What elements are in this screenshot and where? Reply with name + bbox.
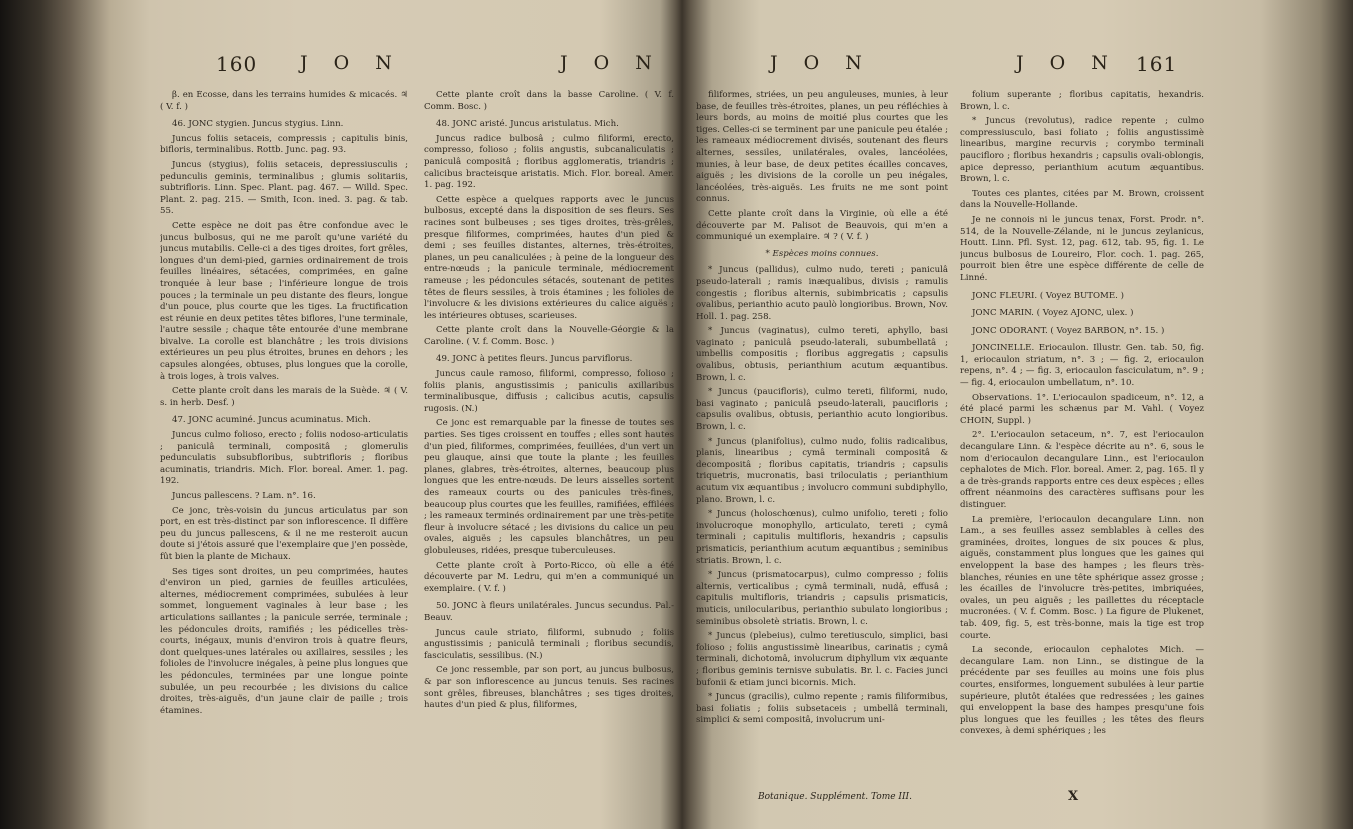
paragraph: β. en Écosse, dans les terrains humides & micacés. ♃ ( V. f. ) xyxy=(160,90,408,112)
paragraph: Ses tiges sont droites, un peu comprimées, hautes d'environ un pied, garnies de feuilles articulées, alternes, médiocrement comprimées, subulées à leur sommet, longuement vaginales à leur base ; les articulations saillantes ; la panicule serrée, terminale ; les pédoncules droits, ramifiés ; les pédicelles très-courts, inégaux, munis d'environ trois à quatre fleurs, dont quelques-unes latérales ou axillaires, sessiles ; les folioles de l'involucre inégales, à peine plus longues que les pédoncules, terminées par une longue pointe subulée, un peu recourbée ; les divisions du calice droites, très-aiguës, d'un jaune clair de paille ; trois étamines. xyxy=(160,566,408,716)
paragraph: Juncus caule striato, filiformi, subnudo ; foliis angustissimis ; paniculâ terminali ; floribus secundis, fasciculatis, sessilibus. (N.) xyxy=(424,627,674,661)
paragraph: Ce jonc est remarquable par la finesse de toutes ses parties. Ses tiges croissent en touffes ; elles sont hautes d'un pied, filiformes, comprimées, feuillées, d'un vert un peu glauque, ainsi que toute la plante ; les feuilles planes, glabres, très-étroites, alternes, beaucoup plus longues que les entre-nœuds. De leurs aisselles sortent des rameaux courts ou des panicules très-fines, beaucoup plus courtes que les feuilles, ramifiées, effilées ; les rameaux terminés ordinairement par une très-petite fleur à involucre sétacé ; les divisions du calice un peu ovales, aiguës ; les capsules blanchâtres, un peu globuleuses, ridées, presque tuberculeuses. xyxy=(424,418,674,556)
right-running-head-right: J O N xyxy=(1016,52,1118,74)
right-running-head-left: J O N xyxy=(770,52,872,74)
paragraph: Juncus pallescens. ? Lam. n°. 16. xyxy=(172,491,316,501)
paragraph: Ce jonc ressemble, par son port, au juncus bulbosus, & par son inflorescence au juncus tenuis. Ses racines sont grêles, fibreuses, blanchâtres ; ses tiges droites, hautes d'un pied & plus, filiformes, xyxy=(424,665,674,711)
paragraph: Je ne connois ni le juncus tenax, Forst. Prodr. n°. 514, de la Nouvelle-Zélande, ni le juncus zeylanicus, Houtt. Linn. Pfl. Syst. 12, pag. 612, tab. 95, fig. 1. Le juncus bulbosus de Loureiro, Flor. coch. 1. pag. 265, pourroit bien être une espèce différente de celle de Linné. xyxy=(960,214,1204,283)
right-page xyxy=(688,20,1208,810)
paragraph: Cette plante croît dans les marais de la Suède. ♃ ( V. s. in herb. Desf. ) xyxy=(160,386,408,408)
paragraph: 47. JONC acuminé. Juncus acuminatus. Mich. xyxy=(172,415,371,426)
paragraph: filiformes, striées, un peu anguleuses, munies, à leur base, de feuilles très-étroites, planes, un peu réfléchies à leurs bords, au moins de moitié plus courtes que les tiges. Celles-ci se terminent par une panicule peu étalée ; les rameaux médiocrement divisés, soutenant des fleurs alternes, sessiles, unilatérales, ovales, lancéolées, munies, à leur base, de deux petites écailles concaves, aiguës ; les divisions de la corolle un peu inégales, lancéolées, très-aiguës. Les fruits ne me sont point connus. xyxy=(696,90,948,205)
right-page-number: 161 xyxy=(1136,52,1178,76)
paragraph: Cette plante croît dans la Virginie, où elle a été découverte par M. Palisot de Beauvois, qui m'en a communiqué un exemplaire. ♃ ? ( V. f. ) xyxy=(696,208,948,243)
paragraph: La seconde, eriocaulon cephalotes Mich. — decangulare Lam. non Linn., se distingue de la précédente par ses feuilles au moins une fois plus courtes, ensiformes, longuement subulées à leur partie supérieure, plutôt étalées que redressées ; les gaines qui enveloppent la base des hampes presqu'une fois plus longues que les feuilles ; les têtes des fleurs convexes, à demi sphériques ; les xyxy=(960,645,1204,737)
left-page xyxy=(150,20,680,810)
left-running-head-right: J O N xyxy=(560,52,662,74)
paragraph: 49. JONC à petites fleurs. Juncus parviflorus. xyxy=(436,354,633,365)
left-running-head-left: J O N xyxy=(300,52,402,74)
paragraph: Juncus foliis setaceis, compressis ; capitulis binis, bifloris, terminalibus. Rottb. Junc. pag. 93. xyxy=(160,133,408,156)
paragraph: Cette espèce ne doit pas être confondue avec le juncus bulbosus, qui ne me paroît qu'une variété du juncus mutabilis. Celle-ci a des tiges droites, fort grêles, longues d'un demi-pied, garnies ordinairement de trois feuilles linéaires, sétacées, comprimées, en gaîne tronquée à leur base ; l'inférieure longue de trois pouces ; la terminale un peu distante des fleurs, longue d'un pouce, plus courte que les tiges. La fructification est réunie en deux petites têtes biflores, l'une terminale, l'autre sessile ; chaque tête entourée d'une membrane bivalve. La corolle est blanchâtre ; les trois divisions extérieures un peu plus étroites, brunes en dehors ; les capsules alongées, obtuses, plus longues que la corolle, à trois loges, à trois valves. xyxy=(160,220,408,382)
signature-mark: X xyxy=(1068,789,1079,804)
paragraph: Juncus culmo folioso, erecto ; foliis nodoso-articulatis ; paniculâ terminali, compositâ ; glomerulis pedunculatis subsubfloribus, subtrifloris ; floribus acuminatis, triandris. Mich. Flor. boreal. Amer. 1. pag. 192. xyxy=(160,430,408,487)
right-page-column-2 xyxy=(960,90,1204,786)
paragraph: * Juncus (holoschœnus), culmo unifolio, tereti ; folio involucroque monophyllo, articulato, tereti ; cymâ terminali ; capitulis multifloris, hexandris ; capsulis prismaticis, perianthium acutum æquantibus ; seminibus striatis. Brown, l. c. xyxy=(696,509,948,566)
paragraph: JONC FLEURI. ( Voyez BUTOME. ) xyxy=(972,290,1124,301)
paragraph: folium superante ; floribus capitatis, hexandris. Brown, l. c. xyxy=(960,90,1204,112)
paragraph: * Espèces moins connues. xyxy=(765,248,879,259)
left-page-column-1 xyxy=(160,90,408,810)
paragraph: JONCINELLE. Eriocaulon. Illustr. Gen. tab. 50, fig. 1, eriocaulon striatum, n°. 3 ; — fig. 2, eriocaulon repens, n°. 4 ; — fig. 3, eriocaulon fasciculatum, n°. 9 ; — fig. 4, eriocaulon umbellatum, n°. 10. xyxy=(960,343,1204,389)
paragraph: Juncus (stygius), foliis setaceis, depressiusculis ; pedunculis geminis, terminalibus ; glumis solitariis, subtrifloris. Linn. Spec. Plant. pag. 467. — Willd. Spec. Plant. 2. pag. 215. — Smith, Icon. ined. 3. pag. & tab. 55. xyxy=(160,159,408,217)
paragraph: JONC MARIN. ( Voyez AJONC, ulex. ) xyxy=(972,308,1134,319)
left-page-number: 160 xyxy=(216,52,258,76)
paragraph: * Juncus (gracilis), culmo repente ; ramis filiformibus, basi foliatis ; foliis subsetaceis ; umbellâ terminali, simplici & semi compositâ, involucrum uni- xyxy=(696,692,948,726)
left-page-header xyxy=(150,52,680,92)
paragraph: JONC ODORANT. ( Voyez BARBON, n°. 15. ) xyxy=(972,325,1165,336)
paragraph: * Juncus (paucifloris), culmo tereti, filiformi, nudo, basi vaginato ; paniculâ pseudo-laterali, paucifloris ; capsulis ovalibus, obtusis, perianthio acuto longioribus. Brown, l. c. xyxy=(696,387,948,433)
paragraph: Observations. 1°. L'eriocaulon spadiceum, n°. 12, a été placé parmi les schænus par M. Vahl. ( Voyez CHOIN, Suppl. ) xyxy=(960,392,1204,426)
paragraph: * Juncus (planifolius), culmo nudo, foliis radicalibus, planis, linearibus ; cymâ terminali compositâ & decompositâ ; floribus capitatis, triandris ; capsulis triquetris, mucronatis, basi triloculatis ; perianthium acutum vix æquantibus ; involucro communi subdiphyllo, plano. Brown, l. c. xyxy=(696,436,948,505)
paragraph: 46. JONC stygien. Juncus stygius. Linn. xyxy=(172,119,344,130)
paragraph: * Juncus (plebeius), culmo teretiusculo, simplici, basi folioso ; foliis angustissimè linearibus, carinatis ; cymâ terminali, dichotomâ, involucrum diphyllum vix æquante ; floribus geminis ternisve subulatis. Br. l. c. Facies junci bufonii & etiam junci bicornis. Mich. xyxy=(696,631,948,688)
left-page-column-2 xyxy=(424,90,674,810)
right-page-column-1 xyxy=(696,90,948,786)
page-footer: Botanique. Supplément. Tome III. xyxy=(758,792,912,802)
paragraph: Juncus caule ramoso, filiformi, compresso, folioso ; foliis planis, angustissimis ; paniculis axillaribus terminalibusque, diffusis ; calicibus acutis, capsulis rugosis. (N.) xyxy=(424,369,674,414)
paragraph: Cette espèce a quelques rapports avec le juncus bulbosus, excepté dans la disposition de ses fleurs. Ses racines sont bulbeuses ; ses tiges droites, très-grêles, presque filiformes, comprimées, hautes d'un pied & demi ; ses feuilles distantes, alternes, très-étroites, planes, un peu canaliculées ; à peine de la longueur des entre-nœuds ; la panicule terminale, médiocrement rameuse ; les pédoncules sétacés, soutenant de petites têtes de fleurs sessiles, à trois étamines ; les folioles de l'involucre & les divisions extérieures du calice aiguës ; les intérieures obtuses, scarieuses. xyxy=(424,194,674,321)
paragraph: Juncus radice bulbosâ ; culmo filiformi, erecto, compresso, folioso ; foliis angustis, subcanaliculatis ; paniculâ compositâ ; floribus agglomeratis, triandris ; calicibus bracteisque aristatis. Mich. Flor. boreal. Amer. 1. pag. 192. xyxy=(424,133,674,191)
paragraph: Cette plante croît dans la Nouvelle-Géorgie & la Caroline. ( V. f. Comm. Bosc. ) xyxy=(424,325,674,347)
paragraph: 50. JONC à fleurs unilatérales. Juncus secundus. Pal.-Beauv. xyxy=(424,601,674,623)
paragraph: Cette plante croît dans la basse Caroline. ( V. f. Comm. Bosc. ) xyxy=(424,90,674,112)
paragraph: * Juncus (prismatocarpus), culmo compresso ; foliis alternis, verticalibus ; cymâ terminali, nudâ, effusâ ; capitulis multifloris, triandris ; capsulis prismaticis, muticis, unilocularibus, perianthio subulato longioribus ; seminibus obsoletè striatis. Brown, l. c. xyxy=(696,570,948,627)
paragraph: Cette plante croît à Porto-Ricco, où elle a été découverte par M. Ledru, qui m'en a communiqué un exemplaire. ( V. f. ) xyxy=(424,560,674,594)
paragraph: 48. JONC aristé. Juncus aristulatus. Mich. xyxy=(436,119,619,130)
paragraph: * Juncus (vaginatus), culmo tereti, aphyllo, basi vaginato ; paniculâ pseudo-laterali, subumbellatâ ; umbellis compositis ; floribus aggregatis ; capsulis ovalibus, obtusis, perianthium acutum æquantibus. Brown, l. c. xyxy=(696,326,948,383)
paragraph: Ce jonc, très-voisin du juncus articulatus par son port, en est très-distinct par son inflorescence. Il diffère peu du juncus pallescens, & il ne me resteroit aucun doute si j'étois assuré que l'exemplaire que j'en possède, fût bien la plante de Michaux. xyxy=(160,505,408,562)
paragraph: 2°. L'eriocaulon setaceum, n°. 7, est l'eriocaulon decangulare Linn. & l'espèce décrite au n°. 6, sous le nom d'eriocaulon decangulare Linn., est l'eriocaulon cephalotes de Mich. Flor. boreal. Amer. 2, pag. 165. Il y a de très-grands rapports entre ces deux espèces ; elles offrent néanmoins des caractères suffisans pour les distinguer. xyxy=(960,430,1204,510)
paragraph: * Juncus (revolutus), radice repente ; culmo compressiusculo, basi foliato ; foliis angustissimè linearibus, margine recurvis ; corymbo terminali paucifloro ; floribus hexandris ; capsulis ovali-oblongis, apice depresso, perianthium acutum æquantibus. Brown, l. c. xyxy=(960,116,1204,185)
paragraph: * Juncus (pallidus), culmo nudo, tereti ; paniculâ pseudo-laterali ; ramis inæqualibus, divisis ; ramulis congestis ; floribus alternis, subimbricatis ; capsulis ovalibus, perianthio acuto paulò longioribus. Brown, Nov. Holl. 1. pag. 258. xyxy=(696,265,948,322)
paragraph: Toutes ces plantes, citées par M. Brown, croissent dans la Nouvelle-Hollande. xyxy=(960,188,1204,211)
right-page-header xyxy=(688,52,1208,92)
paragraph: La première, l'eriocaulon decangulare Linn. non Lam., a ses feuilles assez semblables à celles des graminées, droites, longues de six pouces & plus, aiguës, constamment plus longues que les gaines qui enveloppent la base des hampes ; les fleurs très-blanches, réunies en une tête sphérique assez grosse ; les écailles de l'involucre très-petites, imbriquées, ovales, un peu aiguës ; les paillettes du réceptacle mucronées. ( V. f. Comm. Bosc. ) La figure de Plukenet, tab. 409, fig. 5, est très-bonne, mais la tige est trop courte. xyxy=(960,514,1204,641)
